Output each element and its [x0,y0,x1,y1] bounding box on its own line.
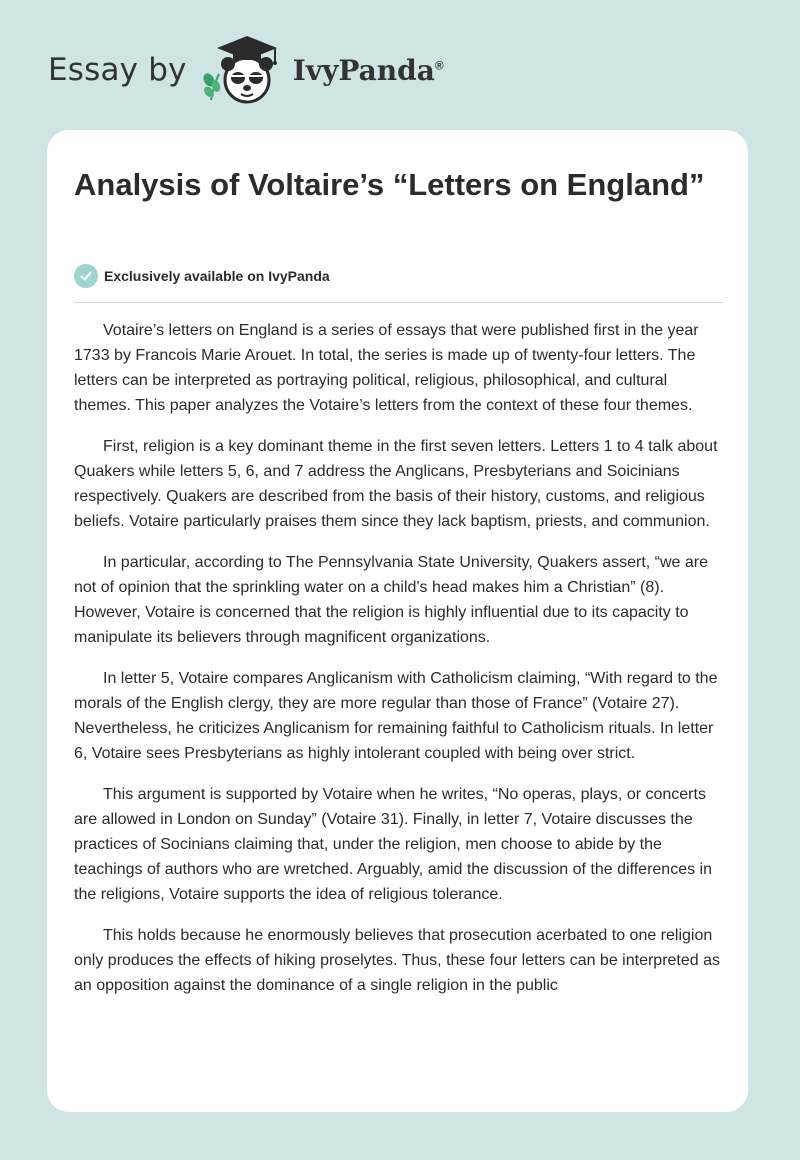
check-icon [74,264,98,288]
essay-card [47,130,748,1112]
paragraph: This holds because he enormously believes that prosecution acerbated to one religion only produces the effects of hiking proselytes. Thus, these four letters can be interpreted as an opposition against the dominance of a single religion in the public [74,927,720,994]
page-title: Analysis of Voltaire’s “Letters on England” [74,167,705,202]
paragraph: First, religion is a key dominant theme in the first seven letters. Letters 1 to 4 talk about Quakers while letters 5, 6, and 7 address the Anglicans, Presbyterians and Soicinians respectively. Quakers are described from the basis of their history, customs, and religious beliefs. Votaire particularly praises them since they lack baptism, priests, and communion. [74,438,718,530]
exclusive-badge-label: Exclusively available on IvyPanda [104,268,330,284]
paragraph: This argument is supported by Votaire when he writes, “No operas, plays, or concerts are allowed in London on Sunday” (Votaire 31). Finally, in letter 7, Votaire discusses the practices of Socinians claiming that, under the religion, men choose to abide by the teachings of authors who are wretched. Arguably, amid the discussion of the differences in the religions, Votaire supports the idea of religious tolerance. [74,786,712,903]
panda-mascot-icon [197,34,289,106]
paragraph: In letter 5, Votaire compares Anglicanism with Catholicism claiming, “With regard to the morals of the English clergy, they are more regular than those of France” (Votaire 27). Nevertheless, he criticizes Anglicanism for remaining faithful to Catholicism rituals. In letter 6, Votaire sees Presbyterians as highly intolerant coupled with being over strict. [74,670,718,762]
essay-body [74,318,724,1014]
divider [74,302,723,303]
exclusive-badge [74,264,330,288]
paragraph: Votaire’s letters on England is a series of essays that were published first in the year 1733 by Francois Marie Arouet. In total, the series is made up of twenty-four letters. The letters can be interpreted as portraying political, religious, philosophical, and cultural themes. This paper analyzes the Votaire’s letters from the context of these four themes. [74,322,699,414]
site-logo[interactable] [48,34,444,106]
essay-by-label: Essay by [48,52,187,88]
paragraph: In particular, according to The Pennsylvania State University, Quakers assert, “we are not of opinion that the sprinkling water on a child's head makes him a Christian” (8). However, Votaire is concerned that the religion is highly influential due to its capacity to manipulate its believers through magnificent organizations. [74,554,709,646]
brand-name: IvyPanda® [292,53,444,87]
